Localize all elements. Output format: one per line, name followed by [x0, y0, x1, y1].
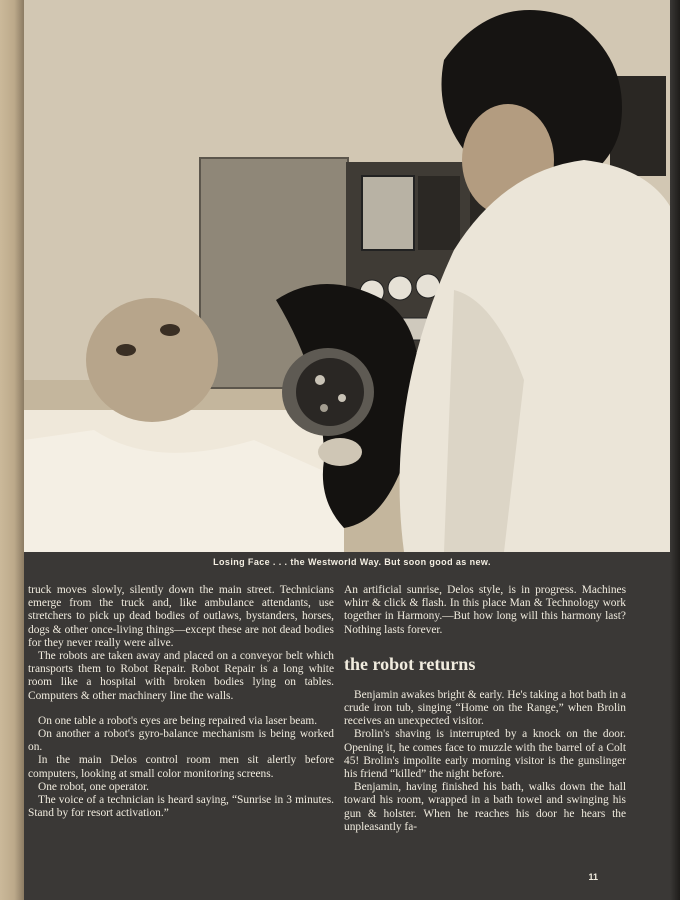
previous-page-edge	[0, 0, 24, 900]
article-right-column	[344, 584, 626, 834]
left-paragraph-1: truck moves slowly, silently down the main street. Technicians emerge from the truck and, like ambulance attendants, use stretchers to pick up dead bodies of outlaws, bystanders, horses, dogs & other once-living things—except these are not dead bodies for they never really were alive.	[28, 584, 334, 649]
left-paragraph-7: The voice of a technician is heard saying, “Sunrise in 3 minutes. Stand by for resort activation.”	[28, 794, 334, 820]
left-paragraph-6: One robot, one operator.	[38, 780, 150, 793]
right-intro-paragraph: An artificial sunrise, Delos style, is in progress. Machines whirr & click & flash. In this place Man & Technology work together in Harmony.—But how long will this harmony last? Nothing lasts forever.	[344, 584, 626, 636]
page-binding-shadow	[670, 0, 680, 900]
section-heading: the robot returns	[344, 653, 476, 674]
article-photo	[24, 0, 680, 552]
left-paragraph-2: The robots are taken away and placed on a conveyor belt which transports them to Robot Repair. Robot Repair is a long white room like a hospital with broken bodies lying on tables. Computers & other machinery line the walls.	[28, 650, 334, 702]
photo-caption: Losing Face . . . the Westworld Way. But soon good as new.	[24, 552, 680, 572]
left-paragraph-3: On one table a robot's eyes are being repaired via laser beam.	[38, 714, 318, 727]
left-paragraph-5: In the main Delos control room men sit alertly before computers, looking at small color monitoring screens.	[28, 754, 334, 780]
article-left-column	[28, 584, 334, 820]
robot-repair-illustration	[24, 0, 680, 552]
page-number: 11	[588, 872, 598, 882]
right-paragraph-3: Benjamin, having finished his bath, walks down the hall toward his room, wrapped in a bath towel and swinging his gun & holster. When he reaches his door he hears the unpleasantly fa-	[344, 781, 626, 833]
right-paragraph-1: Benjamin awakes bright & early. He's taking a hot bath in a crude iron tub, singing “Home on the Range,” when Brolin receives an unexpected visitor.	[344, 688, 626, 728]
left-paragraph-4: On another a robot's gyro-balance mechanism is being worked on.	[28, 728, 334, 754]
right-paragraph-2: Brolin's shaving is interrupted by a knock on the door. Opening it, he comes face to muzzle with the barrel of a Colt 45! Brolin's impolite early morning visitor is the gunslinger his friend “killed” the night before.	[344, 728, 626, 781]
